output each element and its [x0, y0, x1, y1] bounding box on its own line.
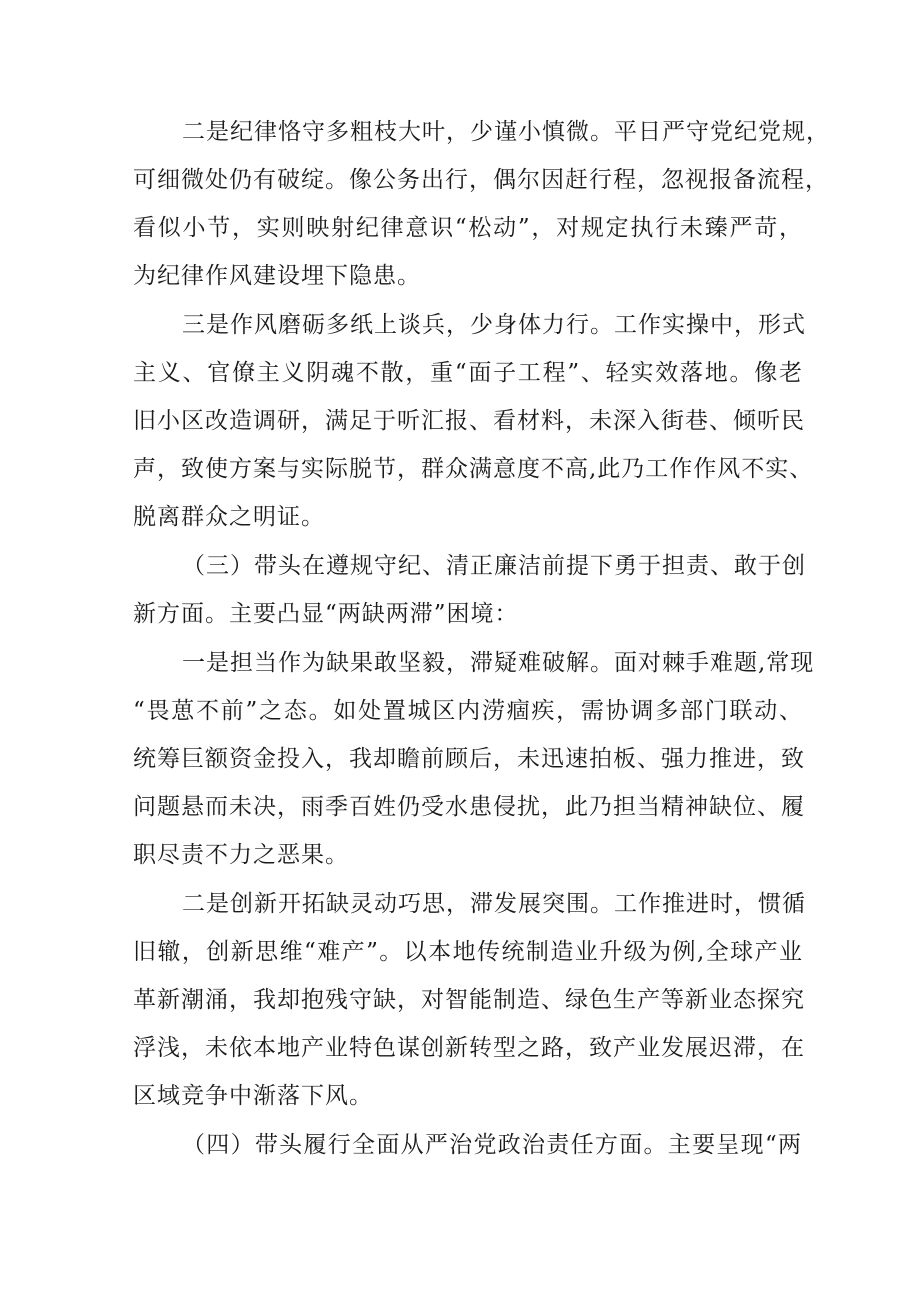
paragraph-line: 二是纪律恪守多粗枝大叶，少谨小慎微。平日严守党纪党规， [182, 119, 830, 145]
paragraph-line: 三是作风磨砺多纸上谈兵，少身体力行。工作实操中，形式 [182, 312, 806, 338]
paragraph-line: 问题悬而未决，雨季百姓仍受水患侵扰，此乃担当精神缺位、履 [133, 794, 805, 820]
paragraph-line: 革新潮涌，我却抱残守缺，对智能制造、绿色生产等新业态探究 [133, 987, 805, 1013]
paragraph-line: “畏葸不前”之态。如处置城区内涝痼疾，需协调多部门联动、 [133, 698, 803, 724]
paragraph-line: 区域竞争中渐落下风。 [133, 1083, 373, 1109]
paragraph-line: 统筹巨额资金投入，我却瞻前顾后，未迅速拍板、强力推进，致 [133, 746, 805, 772]
section-heading-line: （三）带头在遵规守纪、清正廉洁前提下勇于担责、敢于创 [182, 553, 806, 579]
paragraph-line: 主义、官僚主义阴魂不散，重“面子工程”、轻实效落地。像老 [133, 360, 803, 386]
paragraph-line: 声，致使方案与实际脱节，群众满意度不高,此乃工作作风不实、 [133, 456, 814, 482]
paragraph-line: 二是创新开拓缺灵动巧思，滞发展突围。工作推进时，惯循 [182, 891, 806, 917]
paragraph-line: 旧小区改造调研，满足于听汇报、看材料，未深入街巷、倾听民 [133, 408, 805, 434]
section-heading-line: （四）带头履行全面从严治党政治责任方面。主要呈现“两 [182, 1132, 802, 1158]
paragraph-line: 看似小节，实则映射纪律意识“松动”，对规定执行未臻严苛， [133, 215, 803, 241]
paragraph-line: 可细微处仍有破绽。像公务出行，偶尔因赶行程，忽视报备流程， [133, 167, 829, 193]
paragraph-line: 职尽责不力之恶果。 [133, 842, 349, 868]
paragraph-line: 一是担当作为缺果敢坚毅，滞疑难破解。面对棘手难题,常现 [182, 650, 815, 676]
section-heading-line: 新方面。主要凸显“两缺两滞”困境： [133, 601, 519, 627]
paragraph-line: 为纪律作风建设埋下隐患。 [133, 263, 421, 289]
paragraph-line: 浮浅，未依本地产业特色谋创新转型之路，致产业发展迟滞，在 [133, 1035, 805, 1061]
paragraph-line: 旧辙，创新思维“难产”。以本地传统制造业升级为例,全球产业 [133, 939, 803, 965]
paragraph-line: 脱离群众之明证。 [133, 504, 325, 530]
